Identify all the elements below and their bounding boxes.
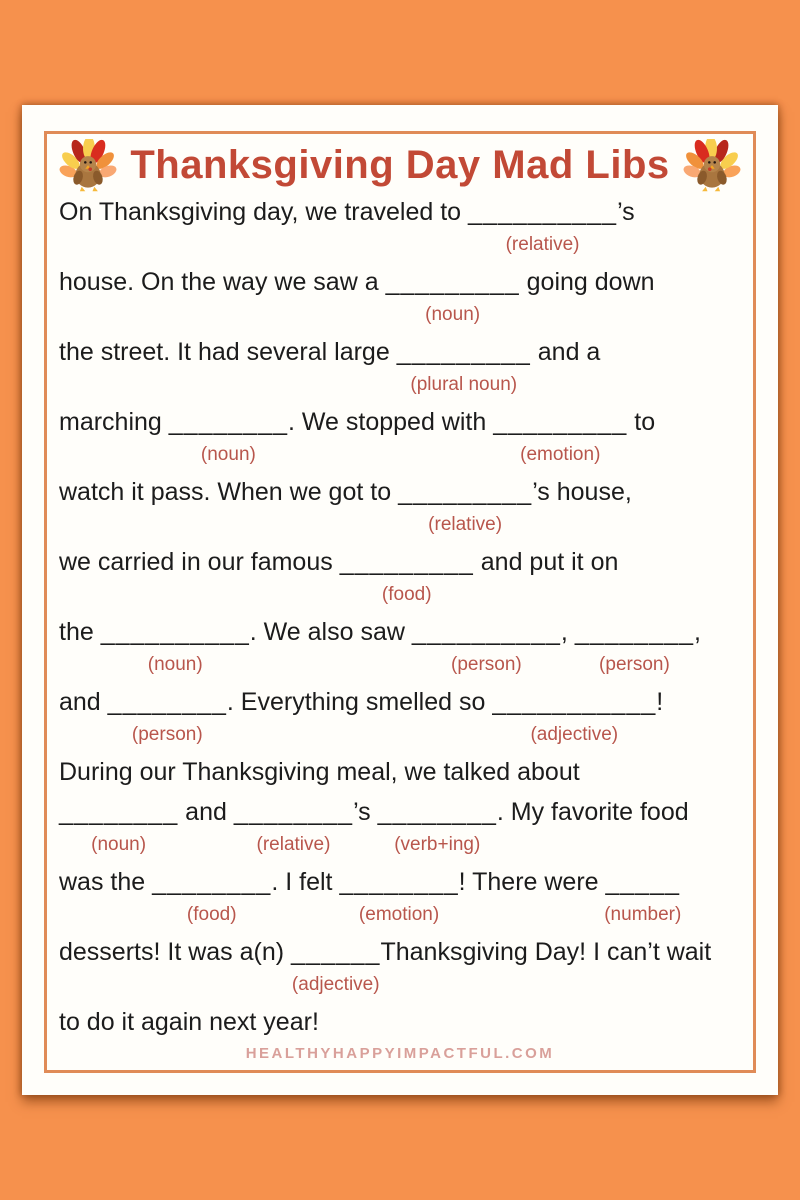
line-text: On Thanksgiving day, we traveled to	[59, 198, 469, 226]
blank-hint: (noun)	[425, 304, 481, 325]
blank-hint: (relative)	[256, 834, 331, 855]
line-text: marching	[59, 408, 169, 436]
blank-field: _________ (emotion)	[493, 408, 628, 465]
blank-hint: (noun)	[147, 654, 203, 675]
blank-field: _________ (noun)	[385, 268, 520, 325]
blank-field: ________ (noun)	[59, 798, 179, 855]
blank-hint: (relative)	[428, 514, 503, 535]
line-text: ,	[560, 618, 575, 646]
blank-hint: (plural noun)	[410, 374, 518, 395]
blank-field: ________ (person)	[574, 618, 695, 675]
line-text: and a	[530, 338, 601, 366]
blank-hint: (food)	[186, 904, 237, 925]
blank-hint: (emotion)	[520, 444, 601, 465]
madlib-line	[59, 335, 741, 405]
line-text: ,	[694, 618, 701, 646]
blank-hint: (adjective)	[530, 724, 619, 745]
madlib-line	[59, 935, 741, 1005]
line-text: ’s	[353, 798, 378, 826]
blank-hint: (person)	[451, 654, 522, 675]
line-text: !	[656, 688, 664, 716]
blank-field: __________ (relative)	[468, 198, 618, 255]
worksheet-page	[22, 105, 778, 1095]
blank-field: ___________ (adjective)	[492, 688, 657, 745]
line-text: house. On the way we saw a	[59, 268, 386, 296]
line-text: was the	[59, 868, 153, 896]
turkey-icon	[683, 139, 741, 193]
line-text: to	[627, 408, 656, 436]
blank-field: ________ (emotion)	[339, 868, 459, 925]
madlib-line	[59, 545, 741, 615]
line-text: During our Thanksgiving meal, we talked about	[59, 758, 580, 786]
blank-hint: (number)	[604, 904, 682, 925]
blank-field: __________ (person)	[411, 618, 561, 675]
line-text: desserts! It was a(n)	[59, 938, 292, 966]
blank-hint: (noun)	[200, 444, 256, 465]
blank-field: _________ (plural noun)	[396, 338, 531, 395]
line-text: the street. It had several large	[59, 338, 397, 366]
blank-field: ______ (adjective)	[291, 938, 381, 995]
blank-hint: (adjective)	[291, 974, 380, 995]
turkey-icon	[59, 139, 117, 193]
blank-hint: (food)	[381, 584, 432, 605]
blank-field: ________ (food)	[152, 868, 272, 925]
line-text: . I felt	[271, 868, 340, 896]
line-text: and	[59, 688, 108, 716]
line-text: watch it pass. When we got to	[59, 478, 399, 506]
line-text: going down	[519, 268, 655, 296]
madlib-line	[59, 475, 741, 545]
blank-hint: (emotion)	[358, 904, 440, 925]
blank-hint: (verb+ing)	[394, 834, 481, 855]
madlib-line	[59, 685, 741, 755]
line-text: and put it on	[473, 548, 619, 576]
blank-hint: (relative)	[505, 234, 580, 255]
blank-field: ________ (noun)	[168, 408, 288, 465]
page-title: Thanksgiving Day Mad Libs	[130, 143, 670, 187]
line-text: we carried in our famous	[59, 548, 340, 576]
blank-field: _________ (food)	[339, 548, 474, 605]
line-text: . We stopped with	[288, 408, 494, 436]
line-text: to do it again next year!	[59, 1008, 319, 1036]
title-row	[59, 136, 741, 195]
decorative-border-frame	[44, 131, 756, 1073]
madlib-line	[59, 195, 741, 265]
blank-field: ________ (verb+ing)	[377, 798, 497, 855]
line-text: ’s house,	[532, 478, 632, 506]
madlib-line	[59, 615, 741, 685]
madlib-line	[59, 1005, 741, 1045]
madlib-line	[59, 755, 741, 795]
line-text: Thanksgiving Day! I can’t wait	[380, 938, 712, 966]
line-text: . My favorite food	[496, 798, 689, 826]
madlib-lines	[59, 195, 741, 1045]
line-text: ! There were	[458, 868, 606, 896]
blank-field: ________ (relative)	[233, 798, 354, 855]
line-text: . We also saw	[249, 618, 412, 646]
line-text: ’s	[617, 198, 635, 226]
blank-field: __________ (noun)	[100, 618, 250, 675]
madlib-line	[59, 405, 741, 475]
madlib-line	[59, 265, 741, 335]
blank-field: _____ (number)	[604, 868, 682, 925]
line-text: and	[178, 798, 234, 826]
line-text: . Everything smelled so	[226, 688, 493, 716]
blank-hint: (person)	[131, 724, 203, 745]
madlib-line	[59, 795, 741, 865]
website-credit: HEALTHYHAPPYIMPACTFUL.COM	[245, 1045, 555, 1062]
blank-hint: (person)	[599, 654, 670, 675]
blank-field: ________ (person)	[107, 688, 227, 745]
madlib-line	[59, 865, 741, 935]
blank-field: _________ (relative)	[398, 478, 533, 535]
blank-hint: (noun)	[91, 834, 147, 855]
line-text: the	[59, 618, 101, 646]
